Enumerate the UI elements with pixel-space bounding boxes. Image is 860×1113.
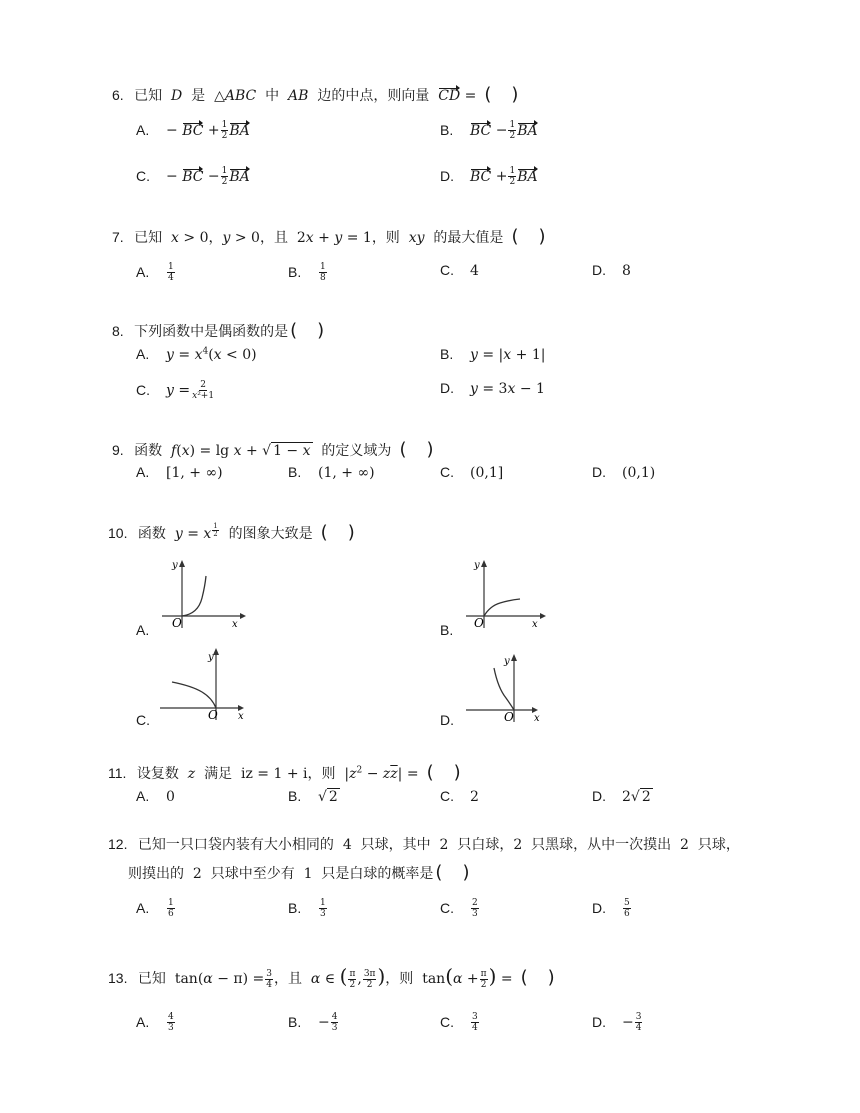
question-6: 6. 已知 D 是 △ABC 中 AB 边的中点，则向量 CD = ()	[112, 84, 539, 105]
question-12-cont: 则摸出的 2 只球中至少有 1 只是白球的概率是 ()	[128, 862, 490, 883]
option-a[interactable]: A. $y = x^4(x < 0)$	[136, 346, 257, 363]
x-axis-label: x	[238, 711, 244, 722]
question-number: 9.	[112, 442, 124, 458]
question-10: 10. 函数 y = x $^{\frac{1}{2}}$ 的图象大致是 ()	[108, 521, 375, 543]
question-number: 10.	[108, 525, 128, 541]
question-13-stem: 已知 tan(α − π) = $\frac{3}{4}$ ，且 α ∈ ( $\frac{\pi}{2}$ , $\frac{3\pi}{2}$ )，则 tan(α + $\frac{\pi}{2}$ ) =	[137, 964, 513, 990]
option-d[interactable]: D. 8	[592, 262, 631, 279]
option-c[interactable]: C. 4	[440, 262, 479, 279]
question-11-stem: 设复数 z 满足 iz = 1 + i，则 $|z^2 - z\overline{z}|$ =	[136, 765, 419, 782]
question-12-line2: 则摸出的 2 只球中至少有 1 只是白球的概率是	[128, 866, 434, 882]
question-12-line1: 已知一只口袋内装有大小相同的 4 只球，其中 2 只白球，2 只黑球，从中一次摸出 2 只球，	[137, 837, 740, 853]
option-a[interactable]: A. $\frac{4}{3}$	[136, 1012, 174, 1033]
question-number: 12.	[108, 836, 128, 852]
option-a[interactable]: A.	[136, 622, 150, 638]
option-d[interactable]: D. (0,1)	[592, 464, 656, 481]
option-c[interactable]: C.	[136, 712, 150, 728]
option-a[interactable]: A. $\frac{1}{4}$	[136, 262, 174, 283]
option-c[interactable]: C. y = $\frac{2}{\text{x²+1}}$	[136, 380, 215, 401]
graph-a	[160, 558, 250, 630]
graph-c	[158, 646, 258, 722]
question-number: 11.	[108, 765, 127, 781]
option-d[interactable]: D. − $\frac{3}{4}$	[592, 1012, 642, 1033]
question-7-stem: 已知 x > 0，y > 0，且 2x + y = 1，则 xy 的最大值是	[134, 230, 504, 246]
question-9-stem: 函数 f(x) = lg x + √ 1 − x 的定义域为	[134, 443, 392, 459]
question-number: 13.	[108, 970, 128, 986]
option-a[interactable]: A. − BC + $\frac{1}{2}$ BA	[136, 120, 250, 141]
origin-label: O	[474, 616, 484, 630]
option-b[interactable]: B. $\frac{1}{8}$	[288, 262, 326, 283]
question-7: 7. 已知 x > 0，y > 0，且 2x + y = 1，则 xy 的最大值是 ()	[112, 226, 566, 247]
option-d[interactable]: D. y = 3x − 1	[440, 380, 545, 397]
x-axis-label: x	[232, 619, 238, 630]
graph-b	[464, 558, 554, 630]
y-axis-label: y	[172, 560, 178, 571]
x-axis-label: x	[534, 713, 540, 724]
option-d[interactable]: D. $\frac{5}{6}$	[592, 898, 630, 919]
question-9: 9. 函数 f(x) = lg x + √ 1 − x 的定义域为 ()	[112, 439, 454, 460]
option-b[interactable]: B. √ 2	[288, 788, 338, 805]
option-c[interactable]: C. $\frac{3}{4}$	[440, 1012, 478, 1033]
option-c[interactable]: C. − BC − $\frac{1}{2}$ BA	[136, 166, 250, 187]
option-b[interactable]: B. BC − $\frac{1}{2}$ BA	[440, 120, 538, 141]
question-8-stem: 下列函数中是偶函数的是	[134, 324, 289, 340]
option-b[interactable]: B. (1, + ∞)	[288, 464, 375, 481]
y-axis-label: y	[208, 652, 214, 663]
option-c[interactable]: C. $\frac{2}{3}$	[440, 898, 478, 919]
origin-label: O	[504, 710, 514, 724]
question-8: 8. 下列函数中是偶函数的是 ()	[112, 320, 345, 341]
option-d[interactable]: D. BC + $\frac{1}{2}$ BA	[440, 166, 538, 187]
option-b[interactable]: B. $\frac{1}{3}$	[288, 898, 326, 919]
question-number: 8.	[112, 323, 124, 339]
option-a[interactable]: A. $\frac{1}{6}$	[136, 898, 174, 919]
option-c[interactable]: C. 2	[440, 788, 479, 805]
question-11: 11. 设复数 z 满足 iz = 1 + i，则 $|z^2 - z\overline{z}|$ = ()	[108, 762, 481, 783]
option-a[interactable]: A. 0	[136, 788, 175, 805]
x-axis-label: x	[532, 619, 538, 630]
question-13: 13. 已知 tan(α − π) = $\frac{3}{4}$ ，且 α ∈ ( $\frac{\pi}{2}$ , $\frac{3\pi}{2}$ )，则 tan(α + $\frac{\pi}{2}$ ) = ()	[108, 964, 575, 990]
question-number: 7.	[112, 229, 124, 245]
question-6-stem: 已知 D 是 △ABC 中 AB 边的中点，则向量 CD =	[134, 88, 477, 104]
option-c[interactable]: C. (0,1]	[440, 464, 504, 481]
option-d[interactable]: D. 2√ 2	[592, 788, 651, 805]
option-b[interactable]: B. − $\frac{4}{3}$	[288, 1012, 338, 1033]
origin-label: O	[208, 708, 218, 722]
question-number: 6.	[112, 87, 124, 103]
option-b[interactable]: B.	[440, 622, 454, 638]
question-12	[108, 834, 740, 854]
option-b[interactable]: B. y = |x + 1|	[440, 346, 546, 363]
question-10-stem: 函数 y = x $^{\frac{1}{2}}$ 的图象大致是	[137, 521, 313, 542]
graph-d	[464, 652, 554, 724]
option-a[interactable]: A. [1, + ∞)	[136, 464, 223, 481]
option-d[interactable]: D.	[440, 712, 454, 728]
y-axis-label: y	[474, 560, 480, 571]
origin-label: O	[172, 616, 182, 630]
y-axis-label: y	[504, 656, 510, 667]
